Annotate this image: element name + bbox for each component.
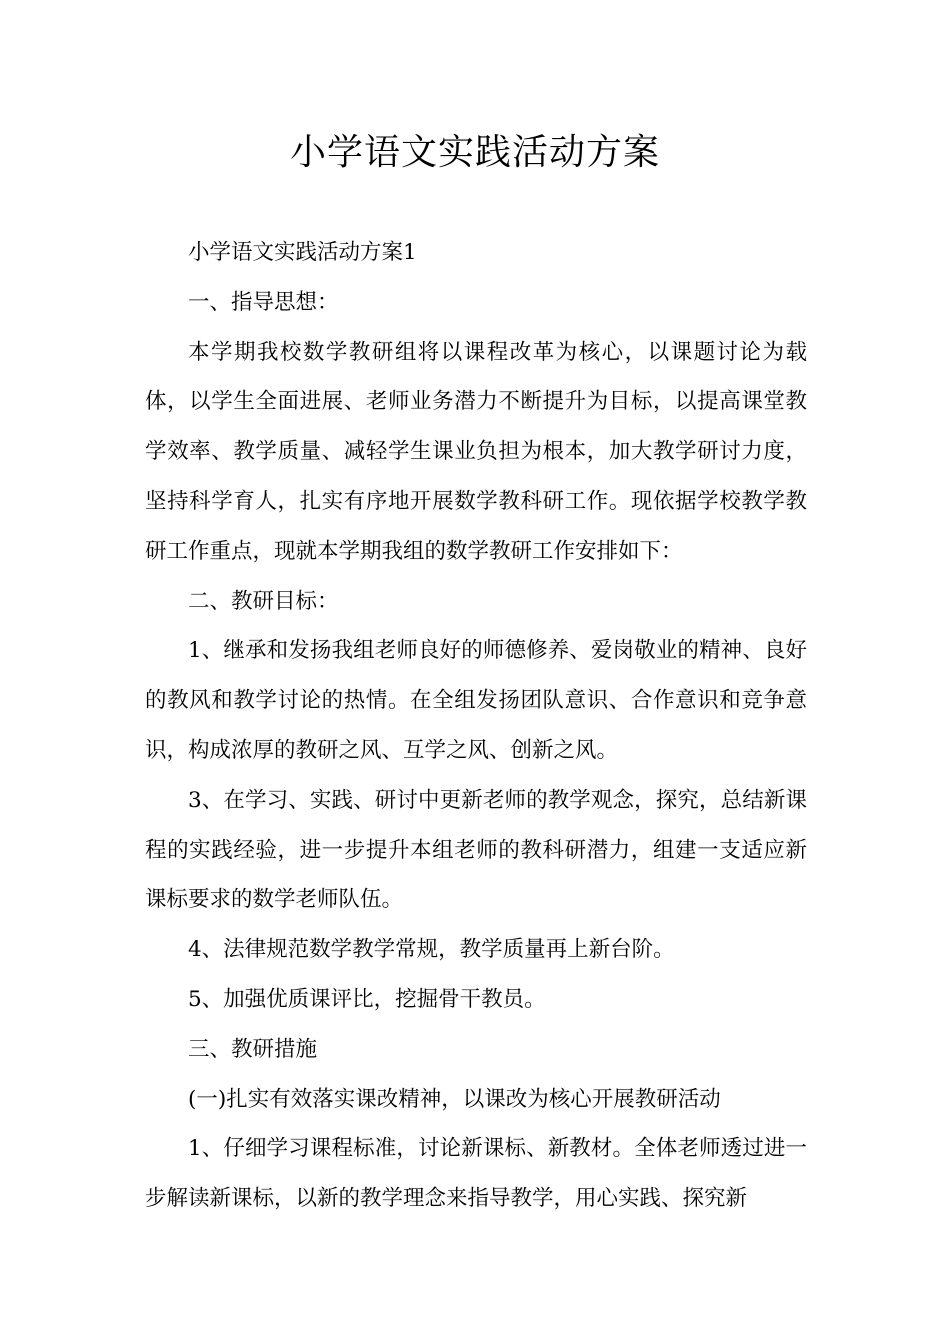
- paragraph: 3、在学习、实践、研讨中更新老师的教学观念，探究，总结新课程的实践经验，进一步提升本组老师的教科研潜力，组建一支适应新课标要求的数学老师队伍。: [145, 787, 807, 913]
- document-body: [145, 228, 807, 1224]
- paragraph: 1、仔细学习课程标准，讨论新课标、新教材。全体老师透过进一步解读新课标，以新的教学理念来指导教学，用心实践、探究新: [145, 1136, 807, 1212]
- paragraph: 一、指导思想：: [188, 289, 339, 315]
- paragraph: (一)扎实有效落实课改精神，以课改为核心开展教研活动: [188, 1086, 721, 1112]
- document-title: 小学语文实践活动方案: [289, 132, 660, 173]
- paragraph: 4、法律规范数学教学常规，教学质量再上新台阶。: [188, 937, 675, 963]
- paragraph: 1、继承和发扬我组老师良好的师德修养、爱岗敬业的精神、良好的教风和教学讨论的热情。在全组发扬团队意识、合作意识和竞争意识，构成浓厚的教研之风、互学之风、创新之风。: [145, 638, 807, 763]
- paragraph: 小学语文实践活动方案1: [188, 240, 417, 265]
- paragraph: 5、加强优质课评比，挖掘骨干教员。: [188, 986, 546, 1012]
- paragraph: 二、教研目标：: [188, 588, 339, 614]
- paragraph: 本学期我校数学教研组将以课程改革为核心，以课题讨论为载体，以学生全面进展、老师业务潜力不断提升为目标，以提高课堂教学效率、教学质量、减轻学生课业负担为根本，加大教学研讨力度，坚持科学育人，扎实有序地开展数学教科研工作。现依据学校教学教研工作重点，现就本学期我组的数学教研工作安排如下：: [145, 339, 807, 564]
- paragraph: 三、教研措施: [188, 1036, 318, 1062]
